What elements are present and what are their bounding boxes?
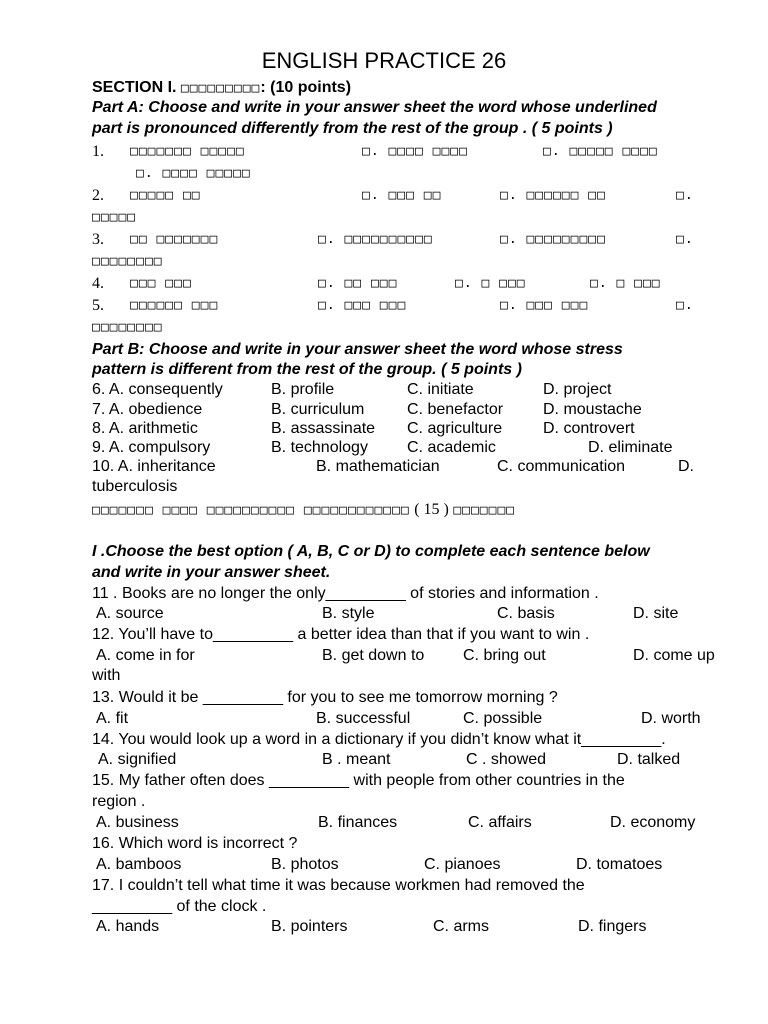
- part-b-item-8-c: C. agriculture: [407, 420, 503, 437]
- part-a-item-1-b: □. □□□□ □□□□: [362, 144, 468, 159]
- question-17-option-c: C. arms: [433, 918, 489, 935]
- question-13-option-a: A. fit: [96, 710, 129, 727]
- part-a-item-2-number: 2.: [92, 187, 104, 204]
- question-14-option-d: D. talked: [617, 751, 681, 768]
- question-11-option-d: D. site: [633, 605, 679, 622]
- question-14-option-c: C . showed: [466, 751, 547, 768]
- part-b-item-6-b: B. profile: [271, 381, 335, 398]
- question-15: 15. My father often does _________ with people from other countries in the: [92, 772, 625, 789]
- section-2-points: ( 15 ): [414, 501, 449, 518]
- question-13-option-b: B. successful: [316, 710, 411, 727]
- part-b-instruction-1: Part B: Choose and write in your answer sheet the word whose stress: [92, 341, 623, 358]
- question-12-option-d: D. come up: [633, 647, 715, 664]
- part-i-instruction-2: and write in your answer sheet.: [92, 564, 331, 581]
- part-b-item-6-c: C. initiate: [407, 381, 474, 398]
- part-a-item-5-b: □. □□□ □□□: [318, 298, 407, 313]
- part-i-instruction-1: I .Choose the best option ( A, B, C or D) to complete each sentence below: [92, 543, 650, 560]
- question-11-option-b: B. style: [322, 605, 375, 622]
- part-a-item-2-b: □. □□□ □□: [362, 188, 442, 203]
- part-b-item-7-c: C. benefactor: [407, 401, 504, 418]
- part-b-instruction-2: pattern is different from the rest of the group. ( 5 points ): [92, 361, 522, 378]
- part-a-item-2-d: □.: [676, 188, 694, 203]
- question-16-option-d: D. tomatoes: [576, 856, 663, 873]
- part-a-item-3-b: □. □□□□□□□□□□: [318, 232, 433, 247]
- part-b-item-9-c: C. academic: [407, 439, 496, 456]
- section-1-label: SECTION I.: [92, 79, 177, 96]
- part-b-item-10-a: 10. A. inheritance: [92, 458, 216, 475]
- question-11-option-a: A. source: [96, 605, 164, 622]
- page-title: ENGLISH PRACTICE 26: [261, 48, 507, 73]
- section-1-garbled: □□□□□□□□□: [180, 81, 261, 96]
- question-16-option-c: C. pianoes: [424, 856, 501, 873]
- question-12: 12. You’ll have to_________ a better idea than that if you want to win .: [92, 626, 590, 643]
- question-17-option-a: A. hands: [96, 918, 160, 935]
- question-15-option-b: B. finances: [318, 814, 398, 831]
- part-a-item-2-d-cont: □□□□□: [92, 210, 137, 225]
- part-a-item-4-b: □. □□ □□□: [318, 276, 398, 291]
- question-15-cont: region .: [92, 793, 146, 810]
- part-b-item-10-d-cont: tuberculosis: [92, 478, 178, 495]
- part-b-item-10-c: C. communication: [497, 458, 626, 475]
- part-b-item-9-d: D. eliminate: [588, 439, 673, 456]
- part-a-item-1-number: 1.: [92, 143, 104, 160]
- part-a-item-2-c: □. □□□□□□ □□: [500, 188, 606, 203]
- question-12-option-a: A. come in for: [96, 647, 195, 664]
- part-a-item-4-c: □. □ □□□: [455, 276, 526, 291]
- part-a-item-5-d: □.: [676, 298, 694, 313]
- part-b-item-8-b: B. assassinate: [271, 420, 376, 437]
- part-a-item-2-a: □□□□□ □□: [130, 188, 201, 203]
- part-a-instruction-1: Part A: Choose and write in your answer sheet the word whose underlined: [92, 99, 657, 116]
- part-a-item-5-c: □. □□□ □□□: [500, 298, 589, 313]
- part-b-item-8-a: 8. A. arithmetic: [92, 420, 198, 437]
- part-b-item-10-d: D.: [678, 458, 694, 475]
- part-a-item-3-d: □.: [676, 232, 694, 247]
- question-11: 11 . Books are no longer the only_________ of stories and information .: [92, 585, 599, 602]
- question-12-option-c: C. bring out: [463, 647, 546, 664]
- part-a-item-4-number: 4.: [92, 275, 104, 292]
- part-b-item-8-d: D. controvert: [543, 420, 635, 437]
- question-16: 16. Which word is incorrect ?: [92, 835, 298, 852]
- part-b-item-9-b: B. technology: [271, 439, 368, 456]
- part-a-item-3-number: 3.: [92, 231, 104, 248]
- part-a-item-1-a: □□□□□□□ □□□□□: [130, 144, 245, 159]
- question-12-option-d-cont: with: [92, 667, 121, 684]
- part-a-instruction-2: part is pronounced differently from the rest of the group . ( 5 points ): [92, 120, 613, 137]
- part-a-item-5-number: 5.: [92, 297, 104, 314]
- part-b-item-6-d: D. project: [543, 381, 612, 398]
- part-a-item-3-d-cont: □□□□□□□□: [92, 254, 163, 269]
- part-a-item-1-d: □. □□□□ □□□□□: [136, 166, 251, 181]
- question-12-option-b: B. get down to: [322, 647, 425, 664]
- part-b-item-9-a: 9. A. compulsory: [92, 439, 211, 456]
- part-a-item-4-d: □. □ □□□: [590, 276, 661, 291]
- part-a-item-5-a: □□□□□□ □□□: [130, 298, 219, 313]
- question-11-option-c: C. basis: [497, 605, 555, 622]
- part-b-item-6-a: 6. A. consequently: [92, 381, 223, 398]
- question-17-option-b: B. pointers: [271, 918, 348, 935]
- question-15-option-c: C. affairs: [468, 814, 532, 831]
- part-a-item-3-a: □□ □□□□□□□: [130, 232, 219, 247]
- part-a-item-3-c: □. □□□□□□□□□: [500, 232, 606, 247]
- part-b-item-10-b: B. mathematician: [316, 458, 440, 475]
- part-a-item-5-d-cont: □□□□□□□□: [92, 320, 163, 335]
- question-17: 17. I couldn’t tell what time it was because workmen had removed the: [92, 877, 585, 894]
- question-15-option-a: A. business: [96, 814, 179, 831]
- question-17-cont: _________ of the clock .: [92, 898, 267, 915]
- question-17-option-d: D. fingers: [578, 918, 647, 935]
- question-16-option-b: B. photos: [271, 856, 339, 873]
- question-14: 14. You would look up a word in a dictionary if you didn’t know what it_________.: [92, 731, 666, 748]
- part-a-item-4-a: □□□ □□□: [130, 276, 192, 291]
- part-b-item-7-b: B. curriculum: [271, 401, 365, 418]
- question-14-option-b: B . meant: [322, 751, 391, 768]
- question-15-option-d: D. economy: [610, 814, 696, 831]
- question-16-option-a: A. bamboos: [96, 856, 182, 873]
- part-b-item-7-a: 7. A. obedience: [92, 401, 203, 418]
- section-1-heading: [92, 78, 351, 99]
- section-1-points: : (10 points): [260, 79, 352, 96]
- section-2-garbled: □□□□□□□ □□□□ □□□□□□□□□□ □□□□□□□□□□□□: [92, 503, 410, 518]
- question-13-option-c: C. possible: [463, 710, 543, 727]
- part-a-item-1-c: □. □□□□□ □□□□: [543, 144, 658, 159]
- question-13-option-d: D. worth: [641, 710, 701, 727]
- question-14-option-a: A. signified: [98, 751, 177, 768]
- section-2-heading: [92, 500, 515, 521]
- part-b-item-7-d: D. moustache: [543, 401, 642, 418]
- question-13: 13. Would it be _________ for you to see me tomorrow morning ?: [92, 689, 558, 706]
- section-2-tail: □□□□□□□: [453, 503, 516, 518]
